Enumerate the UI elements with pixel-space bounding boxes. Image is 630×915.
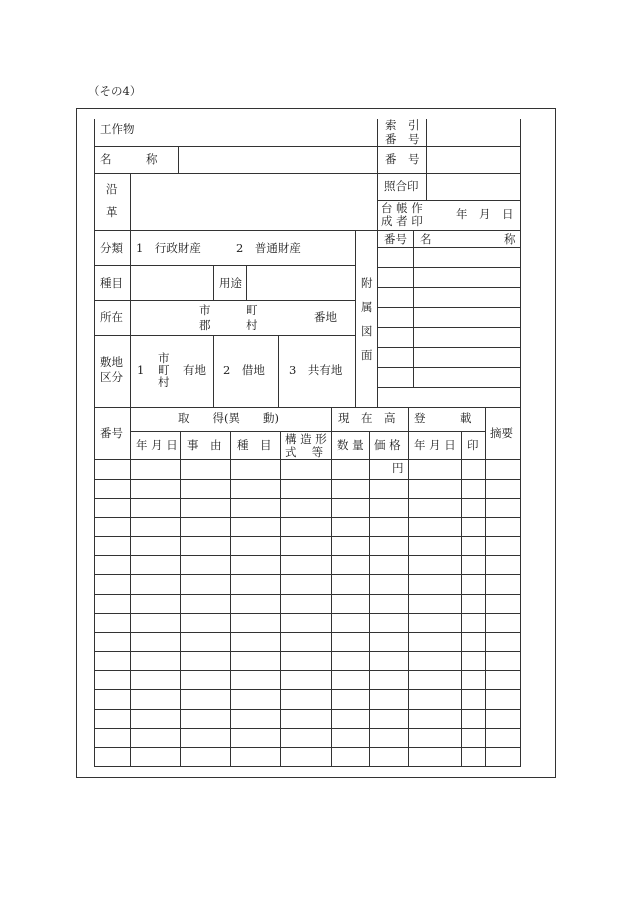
- classification-label: 分類: [100, 241, 123, 255]
- site-option-1-text: 有地: [183, 363, 206, 377]
- drawings-label-char-1: 附: [361, 276, 373, 290]
- drawings-name-header-2: 称: [504, 232, 516, 246]
- drawings-number-header: 番号: [384, 232, 407, 246]
- ledger-number-header: 番号: [100, 426, 123, 440]
- classification-option-1: 1 行政財産: [136, 241, 201, 255]
- ledger-col-date: 年 月 日: [136, 438, 178, 452]
- ledger-col-reg-date: 年 月 日: [414, 438, 456, 452]
- drawings-label-char-3: 図: [361, 324, 373, 338]
- site-option-1-number: 1: [137, 363, 145, 377]
- ledger-row-lines: [94, 480, 521, 767]
- ledger-acquisition-header: 取 得(異 動): [178, 411, 279, 425]
- index-number-label-1: 索 引: [385, 118, 420, 132]
- number-label: 番 号: [385, 152, 420, 166]
- ledger-remarks-header: 摘要: [490, 426, 513, 440]
- ledger-creator-label-1: 台 帳 作: [381, 201, 423, 215]
- ledger-creator-label-2: 成 者 印: [381, 214, 423, 228]
- site-label-1: 敷地: [100, 355, 123, 369]
- history-label-1: 沿: [106, 182, 118, 196]
- page-caption: （その4）: [88, 84, 142, 98]
- ledger-present-header: 現 在 高: [338, 411, 396, 425]
- location-shi: 市: [199, 303, 211, 317]
- site-option-1-machi: 町: [158, 363, 170, 377]
- verification-seal-label: 照合印: [384, 179, 419, 193]
- ledger-col-price: 価 格: [374, 438, 401, 452]
- drawings-label-char-4: 面: [361, 348, 373, 362]
- location-gun: 郡: [199, 318, 211, 332]
- drawings-label-char-2: 属: [361, 300, 373, 314]
- category-label: 種目: [100, 276, 123, 290]
- ledger-col-type: 種 目: [237, 438, 272, 452]
- ledger-col-structure-1: 構 造 形: [285, 432, 327, 446]
- site-option-1-mura: 村: [158, 375, 170, 389]
- ledger-yen-unit: 円: [392, 461, 404, 475]
- classification-option-2: 2 普通財産: [236, 241, 301, 255]
- drawings-name-header-1: 名: [420, 232, 432, 246]
- use-label: 用途: [219, 276, 242, 290]
- ledger-col-quantity: 数 量: [337, 438, 364, 452]
- location-mura: 村: [246, 318, 258, 332]
- site-option-1-shi: 市: [158, 351, 170, 365]
- ledger-col-reason: 事 由: [187, 438, 222, 452]
- site-option-3: 3 共有地: [289, 363, 343, 377]
- location-label: 所在: [100, 310, 123, 324]
- history-label-2: 革: [106, 205, 118, 219]
- date-label: 年 月 日: [456, 207, 514, 221]
- ledger-registration-header: 登 載: [414, 411, 472, 425]
- index-number-label-2: 番 号: [385, 132, 420, 146]
- location-banchi: 番地: [314, 310, 337, 324]
- ledger-col-structure-2: 式 等: [285, 445, 324, 459]
- name-label: 名 称: [100, 152, 158, 166]
- ledger-col-seal: 印: [467, 438, 479, 452]
- site-label-2: 区分: [100, 370, 123, 384]
- structure-title: 工作物: [100, 122, 135, 136]
- location-machi: 町: [246, 303, 258, 317]
- site-option-2: 2 借地: [223, 363, 265, 377]
